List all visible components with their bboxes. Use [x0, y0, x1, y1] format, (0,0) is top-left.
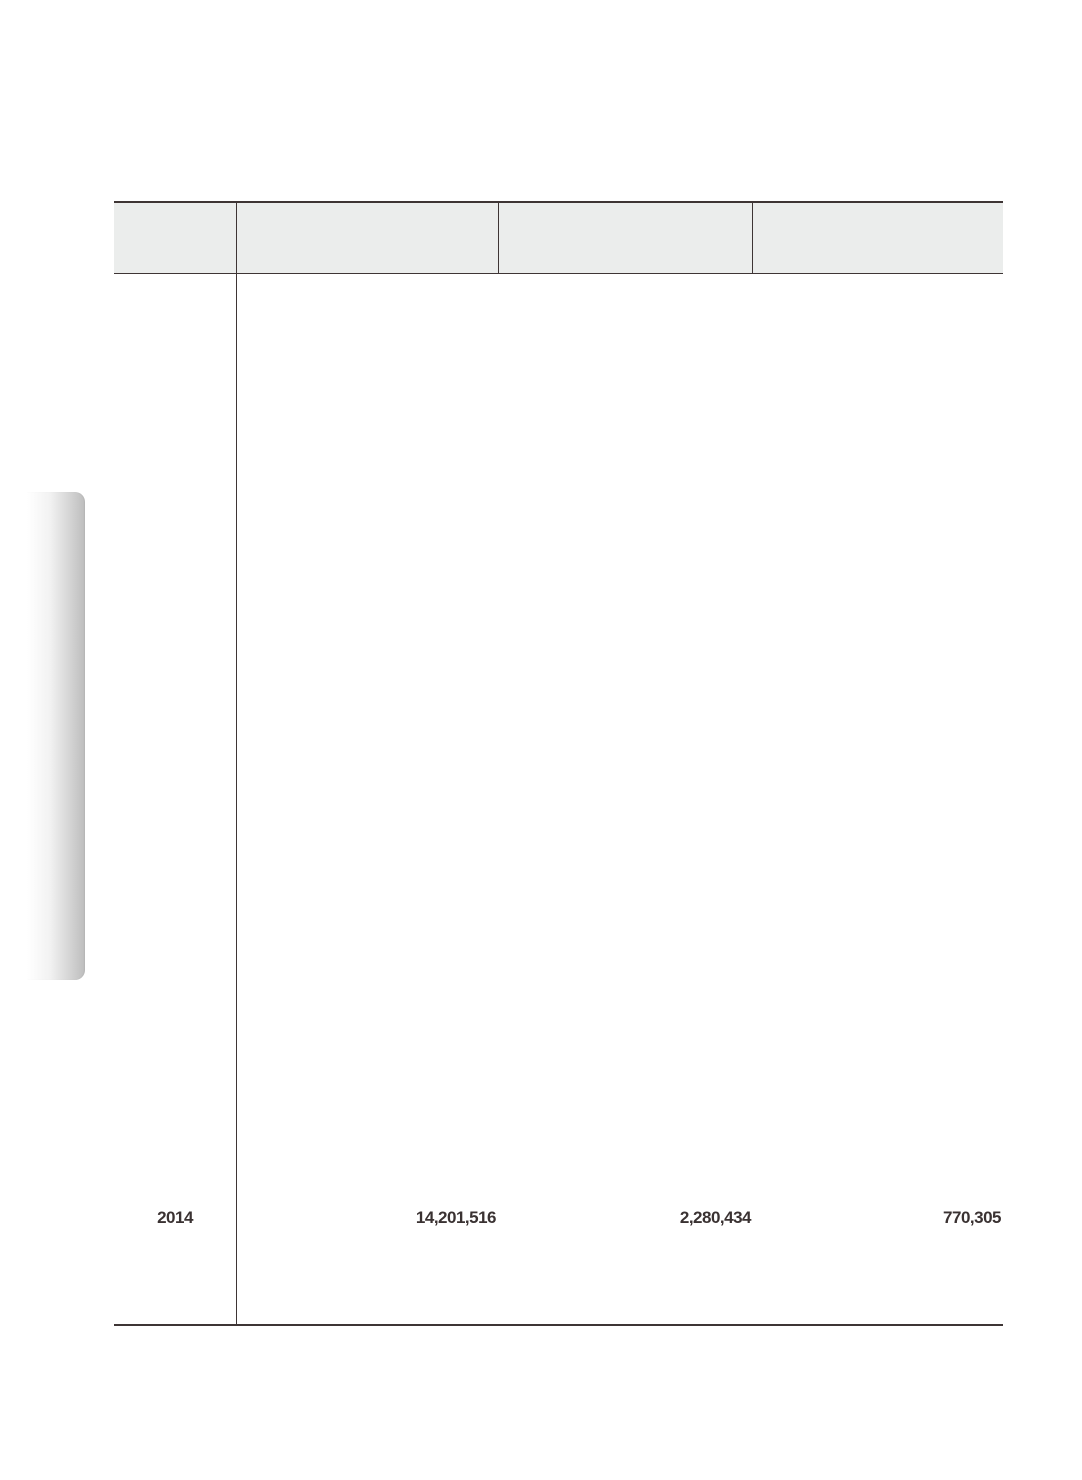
year-cell: 2014	[157, 1208, 193, 1227]
header-divider-2	[752, 203, 753, 274]
header-divider-1	[498, 203, 499, 274]
header-cell-2	[499, 203, 752, 273]
header-cell-1	[237, 203, 498, 273]
value-cell-2: 2,280,434	[679, 1208, 751, 1227]
data-table	[114, 201, 1003, 1327]
header-cell-3	[753, 203, 1003, 273]
table-header	[114, 201, 1003, 274]
table-bottom-rule	[114, 1324, 1003, 1326]
value-cell-1: 14,201,516	[415, 1208, 496, 1227]
side-section-tab	[27, 492, 85, 980]
header-cell-year	[114, 203, 236, 273]
value-cell-3: 770,305	[943, 1208, 1001, 1227]
table-row	[114, 1206, 1003, 1230]
column-divider-year	[236, 203, 237, 1324]
